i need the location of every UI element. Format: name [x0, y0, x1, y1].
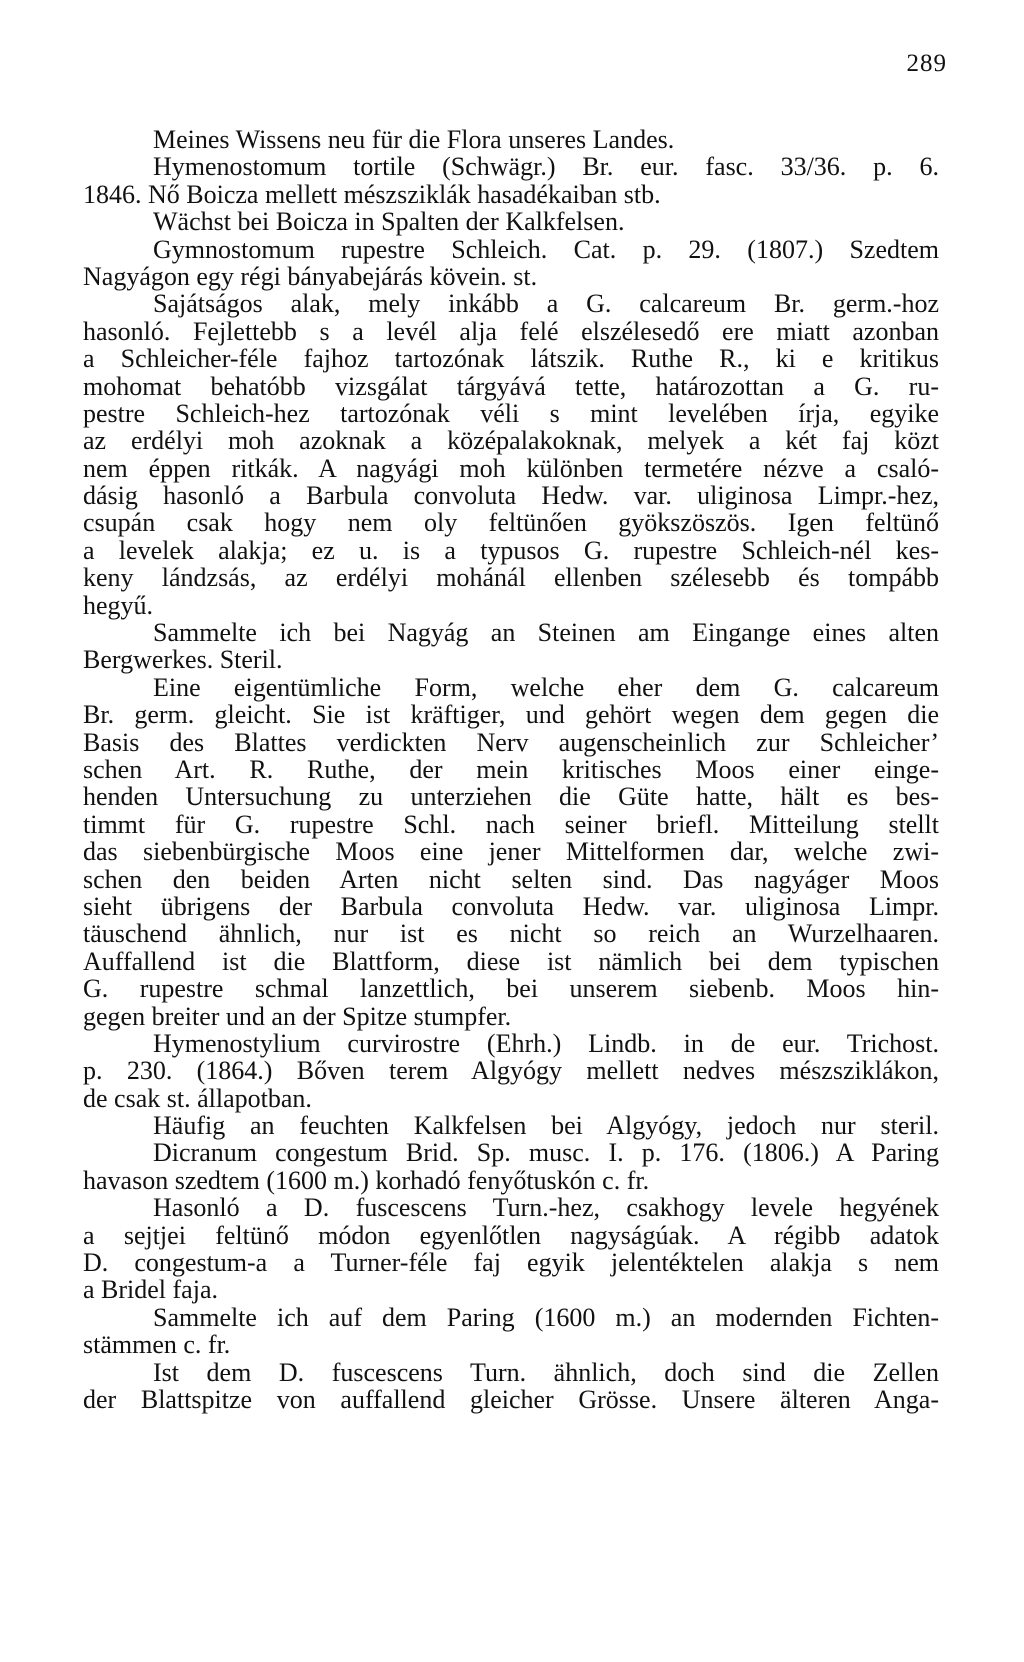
text-line: D. congestum-a a Turner-féle faj egyik jelentéktelen alakja s nem [83, 1248, 939, 1278]
text-line: Hymenostomum tortile (Schwägr.) Br. eur. fasc. 33/36. p. 6. [153, 152, 939, 182]
text-line: dásig hasonló a Barbula convoluta Hedw. var. uliginosa Limpr.-hez, [83, 481, 939, 511]
text-line: keny lándzsás, az erdélyi mohánál ellenben szélesebb és tompább [83, 563, 939, 593]
text-line: schen Art. R. Ruthe, der mein kritisches Moos einer einge- [83, 754, 939, 784]
text-line: a Bridel faja. [83, 1275, 218, 1305]
text-line: täuschend ähnlich, nur ist es nicht so reich an Wurzelhaaren. [83, 919, 939, 949]
text-line: az erdélyi moh azoknak a középalakoknak, melyek a két faj közt [83, 426, 939, 456]
text-line: timmt für G. rupestre Schl. nach seiner briefl. Mitteilung stellt [83, 809, 939, 839]
text-line: a sejtjei feltünő módon egyenlőtlen nagyságúak. A régibb adatok [83, 1220, 939, 1250]
text-line: hasonló. Fejlettebb s a levél alja felé elszélesedő ere miatt azonban [83, 316, 939, 346]
text-line: henden Untersuchung zu unterziehen die Güte hatte, hält es bes- [83, 782, 939, 812]
text-line: 1846. Nő Boicza mellett mészsziklák hasadékaiban stb. [83, 179, 661, 209]
text-line: Gymnostomum rupestre Schleich. Cat. p. 29. (1807.) Szedtem [153, 234, 939, 264]
text-line: p. 230. (1864.) Bőven terem Algyógy mellett nedves mészsziklákon, [83, 1056, 939, 1086]
text-line: Nagyágon egy régi bányabejárás kövein. st. [83, 261, 538, 291]
text-line: de csak st. állapotban. [83, 1083, 312, 1113]
text-line: Hymenostylium curvirostre (Ehrh.) Lindb. in de eur. Trichost. [153, 1028, 939, 1058]
text-line: stämmen c. fr. [83, 1330, 231, 1360]
body-text [83, 126, 939, 1413]
text-line: Wächst bei Boicza in Spalten der Kalkfelsen. [153, 207, 625, 237]
text-line: Sajátságos alak, mely inkább a G. calcareum Br. germ.-hoz [153, 289, 939, 319]
text-line: Auffallend ist die Blattform, diese ist nämlich bei dem typischen [83, 946, 939, 976]
text-line: Sammelte ich bei Nagyág an Steinen am Eingange eines alten [153, 618, 939, 648]
text-line: gegen breiter und an der Spitze stumpfer. [83, 1001, 512, 1031]
text-line: havason szedtem (1600 m.) korhadó fenyőtuskón c. fr. [83, 1165, 650, 1195]
text-line: Sammelte ich auf dem Paring (1600 m.) an modernden Fichten- [153, 1302, 939, 1332]
text-line: Häufig an feuchten Kalkfelsen bei Algyógy, jedoch nur steril. [153, 1111, 939, 1141]
text-line: G. rupestre schmal lanzettlich, bei unserem siebenb. Moos hin- [83, 974, 939, 1004]
text-line: Eine eigentümliche Form, welche eher dem G. calcareum [153, 672, 939, 702]
text-line: a levelek alakja; ez u. is a typusos G. rupestre Schleich-nél kes- [83, 535, 939, 565]
text-line: nem éppen ritkák. A nagyági moh különben termetére nézve a csaló- [83, 453, 939, 483]
text-line: Basis des Blattes verdickten Nerv augenscheinlich zur Schleicher’ [83, 727, 939, 757]
text-line: pestre Schleich-hez tartozónak véli s mint levelében írja, egyike [83, 398, 939, 428]
text-line: hegyű. [83, 590, 154, 620]
text-line: Dicranum congestum Brid. Sp. musc. I. p. 176. (1806.) A Paring [153, 1138, 939, 1168]
text-line: Ist dem D. fuscescens Turn. ähnlich, doch sind die Zellen [153, 1357, 939, 1387]
text-line: Br. germ. gleicht. Sie ist kräftiger, und gehört wegen dem gegen die [83, 700, 939, 730]
text-line: Bergwerkes. Steril. [83, 645, 283, 675]
text-line: das siebenbürgische Moos eine jener Mittelformen dar, welche zwi- [83, 837, 939, 867]
text-line: mohomat behatóbb vizsgálat tárgyává tette, határozottan a G. ru- [83, 371, 939, 401]
text-line: a Schleicher-féle fajhoz tartozónak látszik. Ruthe R., ki e kritikus [83, 344, 939, 374]
page-number: 289 [906, 50, 947, 77]
text-line: schen den beiden Arten nicht selten sind. Das nagyáger Moos [83, 864, 939, 894]
text-line: Hasonló a D. fuscescens Turn.-hez, csakhogy levele hegyének [153, 1193, 939, 1223]
text-line: sieht übrigens der Barbula convoluta Hedw. var. uliginosa Limpr. [83, 891, 939, 921]
text-line: csupán csak hogy nem oly feltünően gyökszöszös. Igen feltünő [83, 508, 939, 538]
text-line: Meines Wissens neu für die Flora unseres Landes. [153, 125, 675, 154]
text-line: der Blattspitze von auffallend gleicher Grösse. Unsere älteren Anga- [83, 1384, 939, 1414]
